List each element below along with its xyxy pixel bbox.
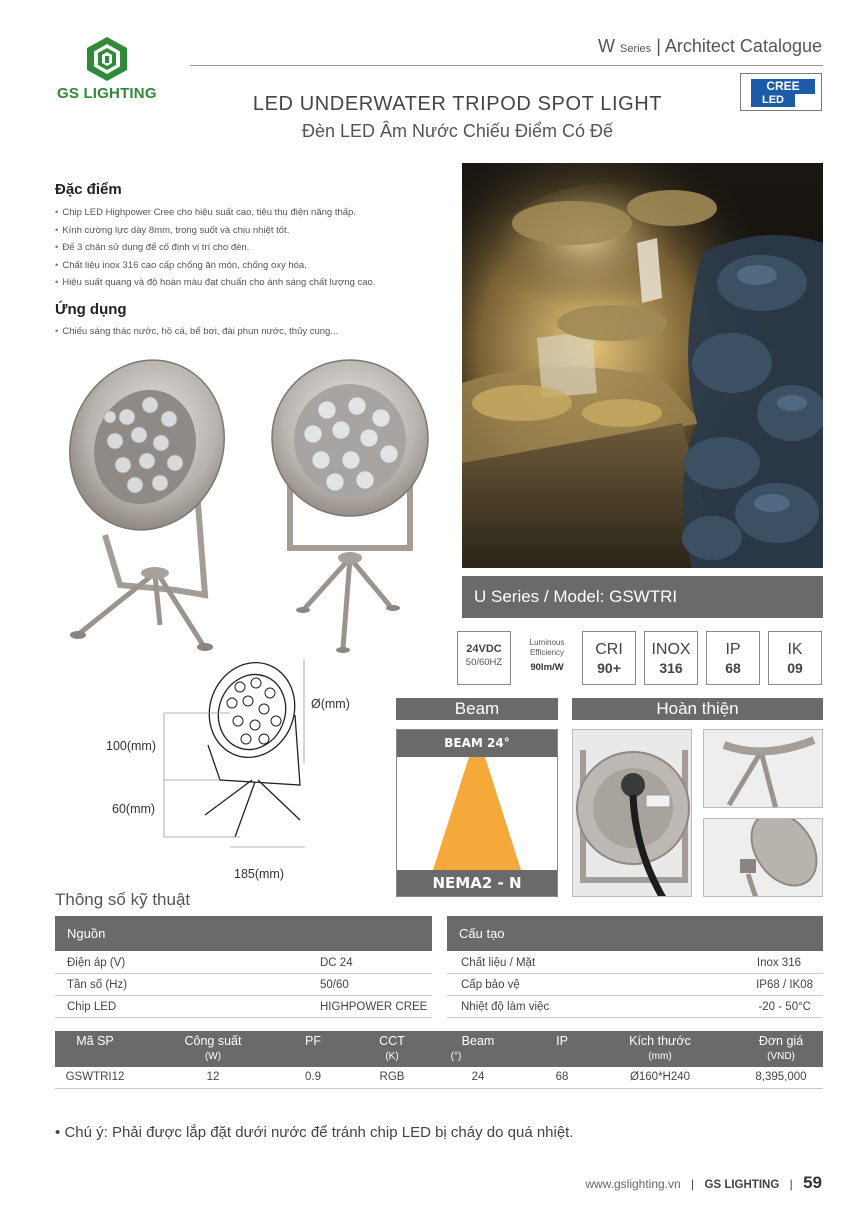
row-value: HIGHPOWER CREE — [320, 1001, 428, 1013]
power-table-heading: Nguồn — [55, 916, 432, 951]
product-title-vietnamese: Đèn LED Âm Nước Chiếu Điểm Có Đế — [302, 121, 613, 141]
product-image-front — [265, 358, 433, 658]
table-row — [447, 974, 823, 996]
cell-beam: 24 — [471, 1071, 485, 1083]
features-list — [55, 204, 455, 292]
spec-cri-value: 90+ — [597, 660, 621, 676]
beam-heading: Beam — [396, 698, 558, 720]
spec-inox-value: 316 — [659, 660, 683, 676]
note-bullet: • — [55, 1124, 61, 1141]
table-row — [447, 952, 823, 974]
table-row — [55, 996, 432, 1018]
row-value: DC 24 — [320, 957, 353, 969]
features-heading: Đặc điểm — [55, 181, 122, 198]
spec-frequency: 50/60HZ — [465, 657, 503, 668]
applications-heading: Ứng dụng — [55, 301, 127, 318]
spec-voltage: 24VDC — [466, 643, 502, 655]
company-logo-icon — [86, 36, 128, 82]
price-table-row — [55, 1067, 823, 1089]
cell-ip: 68 — [555, 1071, 569, 1083]
series-letter: W — [597, 36, 615, 56]
spec-inox-label: INOX — [651, 641, 691, 658]
company-logo-text: GS LIGHTING — [57, 85, 157, 102]
beam-angle-label: BEAM 24° — [397, 730, 557, 757]
cree-led-badge — [740, 73, 822, 111]
spec-cri-label: CRI — [595, 641, 623, 658]
feature-item: • Chất liệu inox 316 cao cấp chống ăn mòn, chống oxy hóa. — [55, 257, 455, 275]
row-label: Điện áp (V) — [67, 957, 126, 969]
col-header-beam: Beam — [461, 1034, 495, 1048]
spec-ip-value: 68 — [725, 660, 741, 676]
page-number: 59 — [803, 1173, 822, 1192]
dimension-width: 185(mm) — [234, 867, 285, 881]
header-divider — [190, 65, 823, 66]
header-separator: | — [656, 36, 661, 56]
spec-efficiency-label-1: Luminous — [529, 638, 565, 647]
application-photo-waterfall — [462, 163, 823, 568]
dimension-height-upper: 100(mm) — [106, 739, 157, 753]
spec-voltage-box — [457, 631, 511, 685]
feature-item: • Hiệu suất quang và độ hoàn màu đạt chuẩn cho ánh sáng chất lượng cao. — [55, 274, 455, 292]
installation-note — [55, 1124, 574, 1141]
col-header-ip: IP — [556, 1034, 568, 1048]
col-header-price-unit: (VND) — [767, 1051, 795, 1062]
row-value: 50/60 — [320, 979, 349, 991]
col-header-power: Công suất — [184, 1034, 242, 1048]
cree-badge-top: CREE — [751, 79, 815, 94]
cell-price: 8,395,000 — [755, 1071, 807, 1083]
row-label: Chất liệu / Mặt — [461, 957, 536, 969]
specs-title: Thông số kỹ thuật — [55, 890, 191, 909]
dimension-height-lower: 60(mm) — [112, 802, 156, 816]
page-footer — [585, 1173, 822, 1193]
cell-code: GSWTRI12 — [65, 1071, 125, 1083]
spec-ik-box — [768, 631, 822, 685]
build-table — [447, 952, 823, 1018]
series-word: Series — [620, 43, 652, 55]
footer-brand: GS LIGHTING — [704, 1179, 780, 1191]
dimension-drawing — [160, 655, 360, 870]
row-value: Inox 316 — [756, 957, 801, 969]
col-header-beam-unit: (°) — [450, 1051, 462, 1062]
cell-size: Ø160*H240 — [629, 1071, 691, 1083]
col-header-size: Kích thước — [629, 1034, 691, 1048]
spec-inox-box — [644, 631, 698, 685]
power-table — [55, 952, 432, 1018]
feature-item: • Kính cường lực dày 8mm, trong suốt và chịu nhiệt tốt. — [55, 222, 455, 240]
table-row — [55, 974, 432, 996]
table-row — [447, 996, 823, 1018]
spec-cri-box — [582, 631, 636, 685]
table-row — [55, 952, 432, 974]
beam-diagram — [396, 729, 558, 897]
catalogue-name: Architect Catalogue — [664, 36, 822, 56]
col-header-power-unit: (W) — [204, 1051, 222, 1062]
finish-heading: Hoàn thiện — [572, 698, 823, 720]
col-header-code: Mã SP — [76, 1034, 114, 1048]
price-table-header — [55, 1031, 823, 1067]
cell-power: 12 — [206, 1071, 220, 1083]
footer-separator: | — [691, 1177, 695, 1191]
finish-photo-back — [572, 729, 692, 897]
row-label: Chip LED — [67, 1001, 117, 1013]
feature-item: • Đế 3 chân sử dụng để cố định vị trí cho đèn. — [55, 239, 455, 257]
beam-cone-icon — [397, 757, 557, 870]
cree-badge-bottom: LED — [751, 94, 795, 107]
catalogue-header — [598, 36, 822, 57]
model-title-bar: U Series / Model: GSWTRI — [462, 576, 823, 618]
dimension-diameter: Ø(mm) — [311, 697, 350, 711]
finish-photo-side — [703, 729, 823, 808]
spec-ip-box — [706, 631, 760, 685]
application-item: • Chiếu sáng thác nước, hồ cá, bể bơi, đài phun nước, thủy cung... — [55, 323, 455, 341]
beam-nema-label: NEMA2 - N — [397, 870, 557, 896]
applications-list — [55, 323, 455, 341]
row-value: IP68 / IK08 — [756, 979, 813, 991]
feature-item: • Chip LED Highpower Cree cho hiệu suất cao, tiêu thụ điện năng thấp. — [55, 204, 455, 222]
row-label: Tần số (Hz) — [67, 979, 128, 991]
spec-efficiency-box — [520, 631, 574, 685]
row-label: Nhiệt độ làm việc — [461, 1001, 550, 1013]
product-title-english: LED UNDERWATER TRIPOD SPOT LIGHT — [252, 93, 663, 115]
build-table-heading: Cấu tạo — [447, 916, 823, 951]
footer-url[interactable]: www.gslighting.vn — [585, 1177, 681, 1191]
row-label: Cấp bảo vệ — [461, 979, 520, 991]
col-header-cct-unit: (K) — [385, 1051, 399, 1062]
product-image-angled — [65, 355, 230, 655]
col-header-price: Đơn giá — [758, 1034, 804, 1048]
footer-separator: | — [789, 1177, 793, 1191]
cell-pf: 0.9 — [305, 1071, 321, 1083]
col-header-cct: CCT — [379, 1034, 405, 1048]
row-value: -20 - 50°C — [758, 1001, 811, 1013]
col-header-pf: PF — [305, 1034, 321, 1048]
spec-efficiency-value: 90lm/W — [530, 662, 564, 673]
col-header-size-unit: (mm) — [648, 1051, 672, 1062]
note-text: Chú ý: Phải được lắp đặt dưới nước để tránh chip LED bị cháy do quá nhiệt. — [64, 1124, 574, 1141]
cell-cct: RGB — [379, 1071, 405, 1083]
spec-ip-label: IP — [725, 641, 741, 658]
finish-photo-detail — [703, 818, 823, 897]
spec-efficiency-label-2: Efficiency — [529, 648, 565, 657]
spec-ik-label: IK — [787, 641, 803, 658]
spec-ik-value: 09 — [787, 660, 803, 676]
